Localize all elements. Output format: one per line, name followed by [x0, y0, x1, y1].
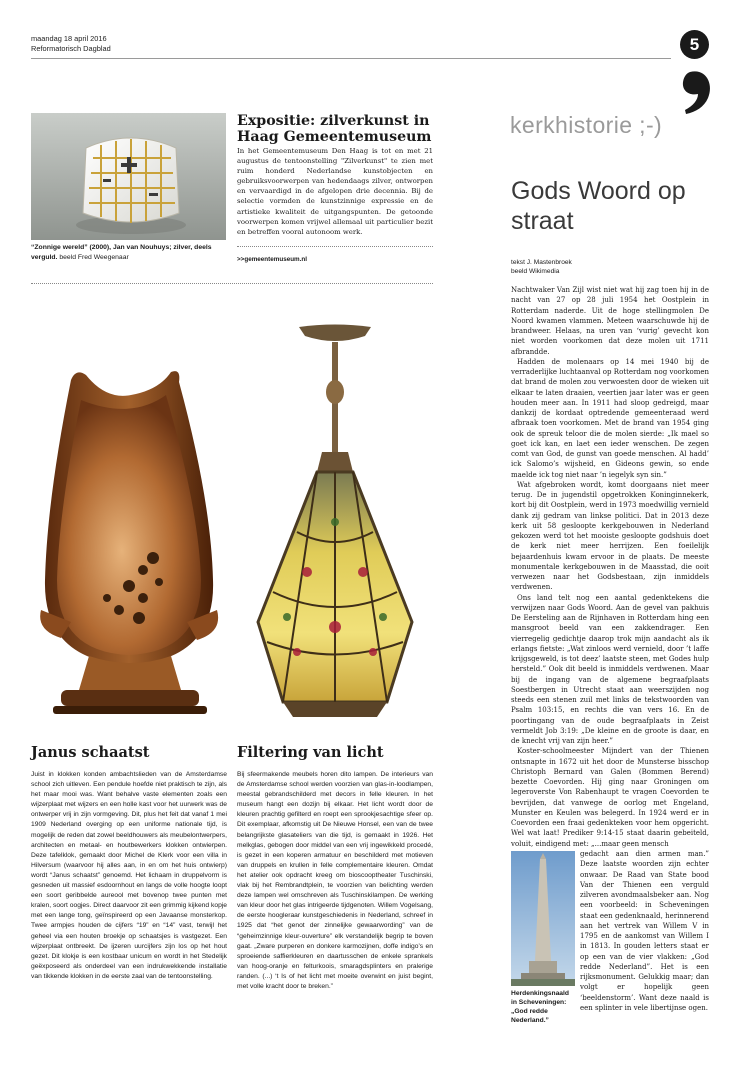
page-number: 5	[680, 30, 709, 59]
article-paragraph: Ons land telt nog een aantal gedenktekens die verwijzen naar Gods Woord. Aan de gevel van pakhuis De Eersteling aan de Rijnhaven in Rotterdam hing een mansgroot beeld van een zakkendrager. Een vierregelig gedichtje daarop trok mijn aandacht als ik erlangs fietste: „Wat zinloos werd vernield, door ’t laffe krijgsgeweld, is tot deez’ laatste steen, met Godes hulp hersteld.” Ook dit beeld is inmiddels verdwenen. Maar bij de ingang van de algemene begraafplaats Soestbergen in Utrecht staat aan weerszijden nog steeds een stenen zuil met links de tekstwoorden van Psalm 103:15, en rechts die van vers 16. En de poortingang van de oude begraafplaats in Zeist vermeldt Job 3:19: „De kleine en de groote is daar, en de knecht vrij van zijn heer.”	[511, 593, 709, 745]
silver-object-photo	[31, 113, 226, 240]
dateline	[31, 34, 111, 53]
section-divider	[31, 283, 433, 284]
monument-photo	[511, 851, 575, 986]
clock-photo	[31, 360, 227, 730]
monument-caption: Herdenkingsnaald in Scheveningen: „God redde Nederland.”	[511, 990, 569, 1024]
image-credit: beeld Wikimedia	[511, 268, 560, 276]
article-title: Gods Woord op straat	[511, 177, 686, 235]
caption-credit: beeld Fred Weegenaar	[59, 253, 129, 261]
filtering-body: Bij sfeermakende meubels horen dito lampen. De interieurs van de Amsterdamse school werden voorzien van glas-in-loodlampen, meestal gebrandschilderd met decors in felle kleuren. In het museum hangt een dozijn bij elkaar. Het licht wordt door de kleuren prachtig gefilterd en roept een sprookjesachtige sfeer op. Dit exemplaar, afkomstig uit De Nieuwe Honsel, een van de twee belangrijkste glasateliers van die tijd, is gemaakt in 1926. Het melkglas, gebogen door middel van een vrij ingewikkeld procedé, is gezet in een koperen armatuur en beschilderd met motieven van druppels en krullen in felle complementaire kleuren. Omdat het atelier ook opdracht kreeg om bioscooptheater Tuschinski, vlak bij het Rembrandtplein, te voorzien van belichting werden deze lampen wel omschreven als Tuschinskilampen. De werking van kleur door het glas intrigeerde tijdgenoten. Willem Vogelsang, de eerste hoogleraar kunstgeschiedenis in Nederland, schreef in 1925 dat “het genot der zinnelijke gewaarwording” van de “geheimzinnige kleur-ouverture” elk verstandelijk begrip te boven gaat. „Zware purperen en donkere karmozijnen, doffe indigo’s en sproeiende saffierkleuren en daartusschen de enkele sprankels van hoog-oranje en felturkoois, smaragdsplinters en pralerige randen. (...) ‘t Is of het licht met moeite overwint en juist begint, met volle kracht door te breken.”	[237, 771, 433, 990]
article-credits	[511, 258, 572, 277]
janus-body: Juist in klokken konden ambachtslieden van de Amsterdamse school zich uitleven. Een pendule hoefde niet praktisch te zijn, als het maar mooi was. Want behalve vaste elementen zoals een wijzerplaat met wijzers en een holle kast voor het uurwerk was de ontwerper vrij in zijn vormgeving. Dit, plus het feit dat vanaf 1 mei 1909 Nederland overging op een uniforme nationale tijd, is mogelijk de reden dat zowel beeldhouwers als meubelontwerpers, architecten en metaal- en houtbewerkers klokken ontwierpen. Deze tafelklok, gemaakt door Michel de Klerk voor een villa in Hilversum (waarvoor hij alles aan, in en om het huis ontwierp) wordt “Janus schaatst” genoemd. Het lichaam in druppelvorm is gesneden uit massief esdoornhout en langs de volle hoogte loopt een soort geribbelde aureool met bovenop twee punten met kralen, soort oogjes. Direct daarvoor zit een grimmig kijkend kopje met een lange tong, geïnspireerd op een Javaanse monsterkop. Twee armpjes houden de cijfers “19” en “14” vast, terwijl het geheel via een houten broekje op schaatsjes is vastgezet. Een wijzerplaat ontbreekt. De ijzeren uurcijfers zijn los op het hout gezet. Dit klokje is een kostbaar unicum en wordt in het Stedelijk geëxposeerd als onderdeel van een indrukwekkende installatie van tikkende klokken in de eerste zaal van de tentoonstelling.	[31, 771, 227, 980]
exhibition-body: In het Gemeentemuseum Den Haag is tot en met 21 augustus de tentoonstelling "Zilverkunst" te zien met ruim honderd Nederlandse kunstobjecten en gebruiksvoorwerpen van hedendaags zilver, ontworpen en vervaardigd in de afgelopen drie decennia. Bij de selectie vormden de kunstzinnige expressie en de artistieke kwaliteit de uitgangspunten. De getoonde voorwerpen komen vrijwel allemaal uit particulier bezit en betreffen vooral autonoom werk.	[237, 147, 433, 236]
newspaper-name: Reformatorisch Dagblad	[31, 43, 111, 53]
article-wrap-text: gedacht aan dien armen man.” Deze laatste woorden zijn echter onwaar. De Raad van State bood Van der Thienen een verguld zilveren avondmaalsbeker aan. Nog een voorbeeld: in Scheveningen staat een gedenknaald, herinnerend aan het vertrek van Willem V in 1795 en de aankomst van Willem I in 1813. In gouden letters staat er op een van de vier vlakken: „God redde Nederland”. Het is een rijksmonument. Gelukkig maar; dan volgt er hopelijk geen ‘beeldenstorm’. Want deze naald is een splinter in vele libertijnse ogen.	[580, 850, 709, 1012]
comma-logo-icon	[676, 44, 716, 114]
janus-title: Janus schaatst	[31, 744, 150, 761]
header-rule	[31, 58, 671, 59]
silver-photo-caption	[31, 243, 226, 262]
article-paragraph: Nachtwaker Van Zijl wist niet wat hij zag toen hij in de nacht van 27 op 28 juli 1954 het Oostplein in Rotterdam naderde. Uit de hoge stellingmolen De Noord kwamen vlammen. Meteen waarschuwde hij de brandweer. Helaas, na uren van ‘vurig’ gevecht kon niet worden voorkomen dat deze molen uit 1711 afbrandde.	[511, 286, 709, 356]
article-body	[511, 285, 709, 849]
section-label: kerkhistorie ;-)	[510, 112, 663, 138]
article-paragraph: Koster-schoolmeester Mijndert van der Thienen ontsnapte in 1672 uit het door de Munsterse bisschop Christoph Bernard van Galen (Bommen Berend) bezette Coevorden. Hij ging naar Groningen om legeroverste Von Rabenhaupt te vragen Coevorden te bevrijden, dat vanwege de oorlog met Engeland, Munster en Keulen was belegerd. In 1924 werd er in Coevorden een fraai gedenkteken voor hem opgericht. Wel wat laat! Prediker 9:14-15 staat daarin gebeiteld, voluit, eindigend met: „...maar geen mensch	[511, 747, 709, 848]
museum-link[interactable]: >>gemeentemuseum.nl	[237, 256, 307, 263]
exhibition-title: Expositie: zilverkunst in Haag Gemeentemuseum	[237, 113, 432, 145]
text-credit: tekst J. Mastenbroek	[511, 259, 572, 266]
caption-title: “Zonnige wereld” (2000), Jan van Nouhuys; zilver, deels verguld.	[31, 244, 212, 261]
dotted-divider	[237, 246, 433, 247]
article-paragraph: Wat afgebroken wordt, komt doorgaans niet meer terug. De in jugendstil opgetrokken Koninginnekerk, kort bij dit Oostplein, werd in 1973 moedwillig vernield dank zij gedram van linkse politici. Dat in 2013 deze kerk uit 58 gesloopte kerkgebouwen in Nederland gekozen werd tot het mooiste gesloopte godshuis doet de kerk niet meer herrijzen. Een foeilelijk bejaardenhuis kwam ervoor in de plaats. De meeste monumentale kerkgebouwen in de Maasstad, die ooit verwezen naar het Godsbestaan, zijn inmiddels verdwenen.	[511, 480, 709, 592]
filtering-title: Filtering van licht	[237, 744, 384, 761]
article-paragraph: Hadden de molenaars op 14 mei 1940 bij de verraderlijke luchtaanval op Rotterdam nog voorkomen dat brand de molen zou verwoesten door de wieken uit elkaar te laten draaien, veertien jaar later was er geen houden meer aan. In 1911 had sloop gedreigd, maar dankzij de kordaat optredende gemeenteraad werd afbraak toen voorkomen. Met de brand van 1954 ging ook de spreuk teloor die de molen sierde: „Ik mael so goet ick kan, en laet een ieder wenschen. De zegen comt van God, de gunst van goede menschen. Al hadd’ ick Salomo’s wijsheid, en Gideons gewin, so ende maelde ick tog niet naar ’n iegelyk syn sin.”	[511, 357, 709, 479]
date: maandag 18 april 2016	[31, 34, 107, 43]
lamp-photo	[237, 322, 433, 730]
